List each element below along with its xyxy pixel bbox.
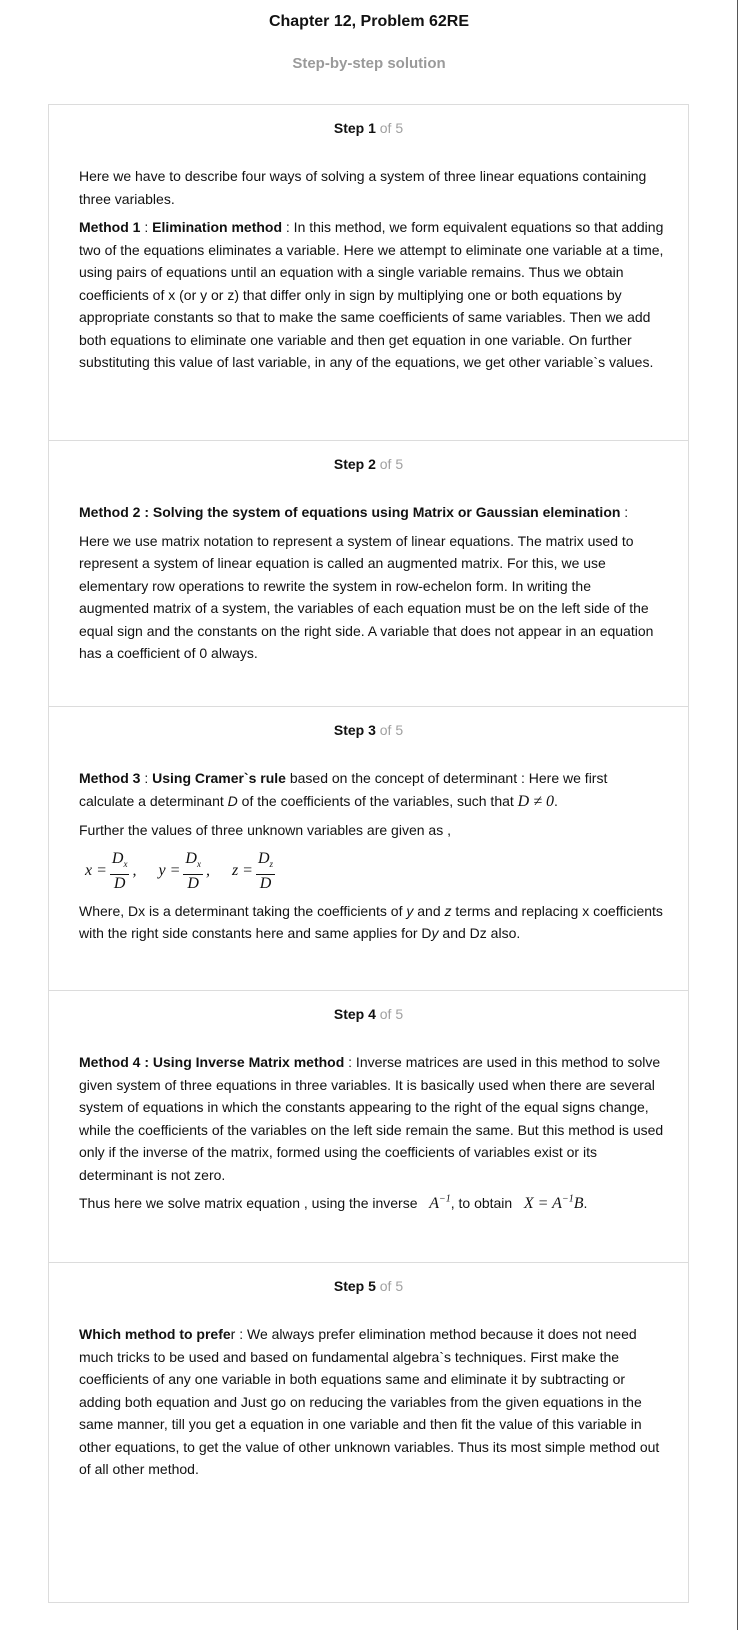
step-3 [49,707,688,991]
step-2-text: Here we use matrix notation to represent a system of linear equations. The matrix used to represent a system of linear equation is called an augmented matrix. For this, we use elementary row operations to rewrite the system in row-echelon form. In writing the augmented matrix of a system, the variables of each equation must be on the left side of the equal sign and the constants on the right side. A variable that does not appear in an equation has a coefficient of 0 always. [79,532,654,661]
step-4-header [49,1005,688,1023]
formula-y-den: D [187,874,199,892]
result-lhs: X = A [523,1195,562,1212]
page-title: Chapter 12, Problem 62RE [268,13,470,30]
result-tail: . [583,1195,588,1211]
formula-y-num: D [185,850,197,868]
method-4-heading: Method 4 : Using Inverse Matrix method [79,1054,345,1070]
formula-y-tail: , [205,862,210,880]
step-4-of: of 5 [379,1006,404,1022]
step-3-where [79,900,664,945]
method-3-prefix: Method 3 [79,770,141,786]
where-a: Where, Dx is a determinant taking the coefficients of [79,902,407,919]
formula-y-lhs: y = [158,862,181,880]
formula-z-den: D [259,874,272,892]
formula-z-fraction [256,850,275,892]
step-4 [49,991,688,1263]
step-3-label: Step 3 [333,722,376,738]
step-1-intro: Here we have to describe four ways of solving a system of three linear equations containing three variables. [79,168,647,207]
method-4-text: : Inverse matrices are used in this method to solve given system of three equations in three variables. It is basically used when there are several system of equations in which the constants appearing to the right of the equal signs change, while the coefficients of the variables on the left side remain the same. But this method is used only if the inverse of the matrix, formed using the coefficients of variables exist or its determinant is not zero. [79,1054,664,1183]
formula-z-num: D [257,850,270,868]
where-y: y [406,902,414,919]
result-rhs: B [573,1195,584,1212]
formula-x-sub: x [123,859,128,870]
step-3-header [49,721,688,739]
step-5-body [79,1323,664,1487]
cramer-formulas [85,848,664,896]
step-4-body [79,1051,664,1222]
where-b: terms and replacing x coefficients with the right side constants here and same applies for D [79,902,663,941]
where-and: and [413,902,445,919]
method-1-sep: : [140,219,153,235]
method-3-text-b: of the coefficients of the variables, such that [237,792,518,809]
formula-x-lhs: x = [85,862,107,880]
step-2 [49,441,688,707]
step-4-thus [79,1192,664,1216]
formula-y [158,850,209,892]
step-4-method [79,1051,664,1186]
inverse-formula [429,1195,451,1212]
step-1-label: Step 1 [333,120,376,136]
formula-x-den: D [113,874,126,892]
formula-z-lhs: z = [231,862,253,880]
method-1-name: Elimination method [152,219,283,235]
condition-tail: . [554,792,558,809]
step-1 [49,105,688,441]
step-5 [49,1263,688,1602]
step-1-header [49,119,688,137]
step-2-label: Step 2 [333,456,376,472]
method-3-name: Using Cramer`s rule [152,770,286,786]
step-1-body [79,165,664,380]
step-5-header [49,1277,688,1295]
step-3-of: of 5 [379,722,404,738]
condition-formula: D ≠ 0 [517,792,555,810]
formula-x [85,850,136,892]
step-5-method [79,1323,664,1481]
inverse-sup: −1 [438,1193,451,1205]
method-5-heading: Which method to prefe [79,1326,231,1342]
result-formula [524,1195,584,1212]
step-2-of: of 5 [379,456,404,472]
where-y2: y [431,925,439,941]
var-d: D [227,792,238,809]
where-z: z [444,902,452,919]
method-1-text: : In this method, we form equivalent equations so that adding two of the equations eliminates a variable. Here we attempt to eliminate one variable at a time, using pairs of equations until an equation with a single variable remains. Thus we obtain coefficients of x (or y or z) that differ only in sign by multiplying one or both equations by appropriate constants so that to make the same coefficients of same variables. Then we add both equations to eliminate one variable and then get equation in one variable. On further substituting this value of last variable, in any of the equations, we get other variable`s values. [79,219,664,370]
solution-card [48,104,689,1603]
where-c: and Dz also. [438,925,521,941]
method-5-text: r : We always prefer elimination method because it does not need much tricks to be used and based on fundamental algebra`s techniques. First make the coefficients of any one variable in both equations same and eliminate it by subtracting or adding both equation and Just go on reducing the variables from the given equations in the same manner, till you get a equation in one variable and then fit the value of this variable in other equations, to get the value of other unknown variables. Thus its most simple method out of all other method. [79,1326,660,1477]
step-1-of: of 5 [379,120,404,136]
result-sup: −1 [561,1193,574,1205]
step-3-further: Further the values of three unknown variables are given as , [79,822,451,838]
step-2-body [79,501,664,671]
step-1-method [79,216,664,374]
formula-x-tail: , [132,862,137,880]
step-5-label: Step 5 [333,1278,376,1294]
step-4-label: Step 4 [333,1006,376,1022]
method-3-text-a: based on the concept of determinant : Here we first calculate a determinant [79,770,608,809]
step-3-method [79,767,664,813]
method-3-sep: : [140,770,153,786]
method-2-heading: Method 2 : Solving the system of equations using Matrix or Gaussian elemination [79,504,621,520]
thus-b: , to obtain [450,1195,513,1211]
method-1-prefix: Method 1 [79,219,141,235]
formula-x-fraction [110,850,130,892]
formula-y-sub: x [196,859,201,870]
inverse-base: A [429,1195,439,1212]
step-2-header [49,455,688,473]
method-2-heading-tail: : [620,504,629,520]
formula-y-fraction [183,850,203,892]
page-subtitle: Step-by-step solution [292,55,446,72]
step-3-body [79,767,664,951]
step-5-of: of 5 [379,1278,404,1294]
formula-x-num: D [111,850,124,868]
formula-z [232,850,278,892]
formula-z-sub: z [269,859,274,870]
step-2-method [79,501,664,524]
thus-a: Thus here we solve matrix equation , using the inverse [79,1195,418,1211]
